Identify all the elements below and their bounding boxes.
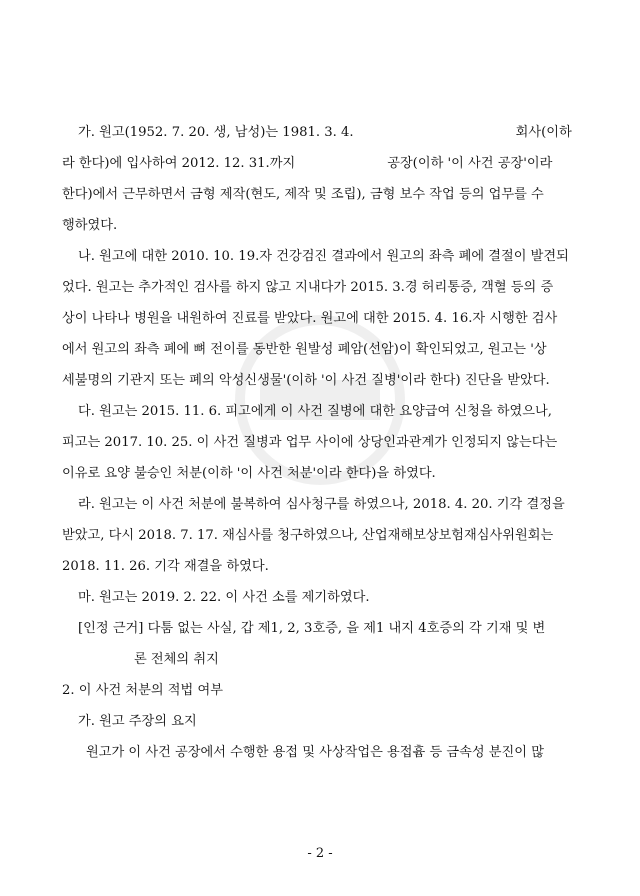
text-line: 이유로 요양 불승인 처분(이하 '이 사건 처분'이라 한다)을 하였다. — [62, 466, 436, 481]
text-line: 원고가 이 사건 공장에서 수행한 용접 및 사상작업은 용접흄 등 금속성 분진이 많 — [86, 745, 544, 760]
text-line: 라. 원고는 이 사건 처분에 불복하여 심사청구를 하였으나, 2018. 4. 20. 기각 결정을 — [78, 497, 565, 512]
text-segment: 공장(이하 '이 사건 공장'이라 — [387, 156, 553, 171]
text-line: 었다. 원고는 추가적인 검사를 하지 않고 지내다가 2015. 3.경 허리통증, 객혈 등의 증 — [62, 280, 554, 295]
text-line: 받았고, 다시 2018. 7. 17. 재심사를 청구하였으나, 산업재해보상보험재심사위원회는 — [62, 528, 554, 543]
text-line: 한다)에서 근무하면서 금형 제작(현도, 제작 및 조립), 금형 보수 작업 등의 업무를 수 — [62, 187, 544, 202]
text-segment: 라 한다)에 입사하여 2012. 12. 31.까지 — [62, 156, 296, 171]
text-line: 에서 원고의 좌측 폐에 뼈 전이를 동반한 원발성 폐암(선암)이 확인되었고, 원고는 '상 — [62, 342, 547, 357]
section-heading: 2. 이 사건 처분의 적법 여부 — [62, 683, 223, 698]
text-line — [78, 124, 572, 142]
text-line: 피고는 2017. 10. 25. 이 사건 질병과 업무 사이에 상당인과관계가 인정되지 않는다는 — [62, 435, 558, 450]
evidence-basis-line: [인정 근거] 다툼 없는 사실, 갑 제1, 2, 3호증, 을 제1 내지 4호증의 각 기재 및 변 — [78, 621, 546, 636]
text-line — [62, 155, 552, 173]
text-line: 세불명의 기관지 또는 폐의 악성신생물'(이하 '이 사건 질병'이라 한다) 진단을 받았다. — [62, 373, 550, 388]
text-segment: 회사(이하 — [515, 125, 572, 140]
subsection-heading: 가. 원고 주장의 요지 — [78, 714, 197, 729]
text-line: 상이 나타나 병원을 내원하여 진료를 받았다. 원고에 대한 2015. 4. 16.자 시행한 검사 — [62, 311, 558, 326]
text-line: 2018. 11. 26. 기각 재결을 하였다. — [62, 559, 269, 574]
text-line: 다. 원고는 2015. 11. 6. 피고에게 이 사건 질병에 대한 요양급여 신청을 하였으나, — [78, 404, 552, 419]
text-line: 마. 원고는 2019. 2. 22. 이 사건 소를 제기하였다. — [78, 590, 370, 605]
text-line: 론 전체의 취지 — [134, 652, 219, 667]
page-number: - 2 - — [307, 846, 333, 861]
text-line: 나. 원고에 대한 2010. 10. 19.자 건강검진 결과에서 원고의 좌측 폐에 결절이 발견되 — [78, 249, 569, 264]
text-line: 행하였다. — [62, 218, 118, 233]
text-segment: 가. 원고(1952. 7. 20. 생, 남성)는 1981. 3. 4. — [78, 125, 354, 140]
